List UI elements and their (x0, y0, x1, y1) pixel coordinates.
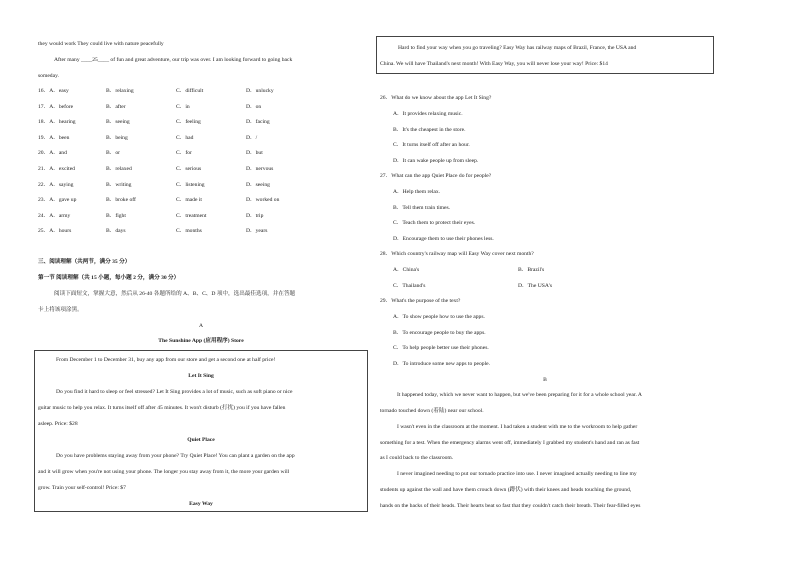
cloze-option-b[interactable]: B．or (106, 150, 120, 157)
cloze-option-c[interactable]: C．listening (176, 181, 205, 188)
cloze-option-d[interactable]: D．nervous (246, 166, 274, 172)
question-26: 26．What do we know about the app Let It Sing? (380, 95, 492, 101)
option-d[interactable]: D．Encourage them to use their phones less. (393, 235, 494, 242)
cloze-option-c[interactable]: C．in (176, 103, 190, 110)
cloze-option-c[interactable]: C．for (176, 150, 192, 157)
option-b[interactable]: B．It's the cheapest in the store. (393, 126, 466, 133)
box-line: Do you find it hard to sleep or feel stressed? Let It Sing provides a lot of music, such as soft piano or nice (56, 389, 293, 395)
cloze-option-d[interactable]: D．trip (246, 212, 264, 219)
instruction-line: 阅读下面短文，掌握大意，然后从 26-40 各题所给的 A、B、C、D 项中，选出最佳选项，并在答题 (54, 291, 296, 297)
cloze-option-c[interactable]: C．made it (176, 197, 202, 204)
cloze-option-c[interactable]: C．serious (176, 166, 202, 172)
cloze-option-b[interactable]: B．after (106, 103, 126, 110)
cloze-question-option-a[interactable]: 20．A．and (38, 150, 67, 157)
option-b[interactable]: B．Tell them train times. (393, 204, 451, 211)
passage-title: The Sunshine App (应用程序) Store (158, 338, 244, 344)
section-title: 三、阅读理解（共两节，满分 35 分） (38, 259, 131, 265)
intro-line: After many ____25____ of fun and great adventure, our trip was over. I am looking forward to going back (54, 57, 293, 63)
option-d[interactable]: D．To introduce some new apps to people. (393, 361, 491, 367)
passage-line: It happened today, which we never want to happen, but we've been preparing for it for a whole school year. A (397, 392, 642, 398)
box-line: and it will grow when you're not using your phone. The longer you stay away from it, the more your garden will (38, 469, 290, 475)
passage-line: tornado touched down (着陆) near our school. (380, 408, 484, 414)
cloze-option-d[interactable]: D．but (246, 150, 263, 157)
box-line: asleep. Price: $28 (38, 421, 78, 427)
cloze-question-option-a[interactable]: 22．A．saying (38, 181, 74, 188)
passage-label: A (198, 323, 204, 329)
cloze-option-d[interactable]: D．facing (246, 119, 270, 126)
passage-line: I never imagined needing to put our tornado practice into use. I never imagined actually needing to line my (397, 471, 637, 477)
passage-line: as I could back to the classroom. (380, 455, 454, 461)
instruction-line: 卡上将该项涂黑。 (38, 307, 83, 313)
cloze-option-d[interactable]: D．unlucky (246, 88, 274, 94)
app-name-let-it-sing: Let It Sing (188, 373, 214, 379)
cloze-question-option-a[interactable]: 23．A．gave up (38, 197, 77, 204)
question-29: 29．What's the purpose of the text? (380, 298, 461, 304)
option-a[interactable]: A．Help them relax. (393, 189, 441, 195)
option-c[interactable]: C．It turns itself off after an hour. (393, 142, 470, 149)
question-27: 27．What can the app Quiet Place do for people? (380, 173, 492, 179)
option-c[interactable]: C．Thailand's (393, 283, 426, 289)
app-store-box (34, 350, 368, 512)
subsection-title: 第一节 阅读理解（共 15 小题，每小题 2 分，满分 30 分） (38, 275, 180, 281)
passage-line: I wasn't even in the classroom at the moment. I had taken a student with me to the workroom to help gather (397, 424, 638, 430)
intro-line: someday. (38, 73, 59, 79)
option-a[interactable]: A．China's (393, 267, 420, 273)
cloze-question-option-a[interactable]: 25．A．hours (38, 228, 72, 235)
option-b[interactable]: B．Brazil's (518, 267, 545, 273)
option-d[interactable]: D．The USA's (518, 283, 553, 289)
cloze-option-b[interactable]: B．broke off (106, 197, 136, 204)
cloze-option-d[interactable]: D．years (246, 228, 268, 235)
cloze-option-c[interactable]: C．treatment (176, 212, 207, 219)
cloze-option-b[interactable]: B．seeing (106, 119, 130, 126)
option-c[interactable]: C．Teach them to protect their eyes. (393, 220, 476, 227)
cloze-question-option-a[interactable]: 17．A．before (38, 103, 74, 110)
box-line: Do you have problems staying away from your phone? Try Quiet Place! You can plant a garden on the app (56, 453, 295, 459)
cloze-option-b[interactable]: B．being (106, 134, 128, 141)
cloze-question-option-a[interactable]: 18．A．hearing (38, 119, 76, 126)
passage-b-label: B (543, 377, 547, 383)
option-d[interactable]: D．It can wake people up from sleep. (393, 157, 479, 164)
cloze-question-option-a[interactable]: 21．A．excited (38, 166, 75, 172)
app-name-easy-way: Easy Way (189, 501, 213, 507)
box-line: From December 1 to December 31, buy any app from our store and get a second one at half price! (56, 357, 276, 363)
easy-way-box (376, 36, 714, 74)
passage-line: something for a test. When the emergency alarms went off, immediately I grabbed my student's hand and ran as fast (380, 440, 640, 446)
option-b[interactable]: B．To encourage people to buy the apps. (393, 330, 486, 336)
cloze-option-c[interactable]: C．months (176, 228, 202, 235)
cloze-option-c[interactable]: C．difficult (176, 88, 204, 94)
intro-line: they would work They could live with nature peacefully (38, 41, 164, 47)
box-line: grow. Train your self-control! Price: $7 (38, 485, 126, 491)
cloze-option-d[interactable]: D．worked on (246, 197, 280, 204)
cloze-option-c[interactable]: C．feeling (176, 119, 201, 126)
cloze-option-b[interactable]: B．fight (106, 212, 126, 219)
cloze-question-option-a[interactable]: 24．A．army (38, 212, 71, 219)
cloze-option-b[interactable]: B．writing (106, 181, 132, 188)
option-c[interactable]: C．To help people better use their phones. (393, 345, 489, 351)
passage-line: students up against the wall and have them crouch down (蹲伏) with their knees and heads touching the ground, (380, 487, 632, 493)
box-line: guitar music to help you relax. It turns itself off after 45 minutes. It won't disturb (打扰) you if you have fallen (38, 405, 286, 411)
option-a[interactable]: A．To show people how to use the apps. (393, 314, 485, 320)
passage-line: hands on the backs of their heads. Their hearts beat so fast that they couldn't catch their breath. Their fear-filled eyes (380, 503, 641, 509)
cloze-question-option-a[interactable]: 16．A．easy (38, 88, 69, 94)
cloze-question-option-a[interactable]: 19．A．been (38, 134, 70, 141)
cloze-option-d[interactable]: D．seeing (246, 181, 270, 188)
box-line: China. We will have Thailand's next month! With Easy Way, you will never lose your way! Price: $14 (380, 61, 608, 67)
cloze-option-d[interactable]: D．/ (246, 134, 258, 141)
option-a[interactable]: A．It provides relaxing music. (393, 111, 463, 117)
question-28: 28．Which country's railway map will Easy Way cover next month? (380, 251, 534, 257)
cloze-option-b[interactable]: B．days (106, 228, 126, 235)
app-name-quiet-place: Quiet Place (187, 437, 215, 443)
cloze-option-b[interactable]: B．relaxed (106, 166, 132, 172)
cloze-option-c[interactable]: C．had (176, 134, 194, 141)
cloze-option-b[interactable]: B．relaxing (106, 88, 134, 94)
cloze-option-d[interactable]: D．on (246, 103, 262, 110)
box-line: Hard to find your way when you go traveling? Easy Way has railway maps of Brazil, France, the USA and (398, 45, 637, 51)
